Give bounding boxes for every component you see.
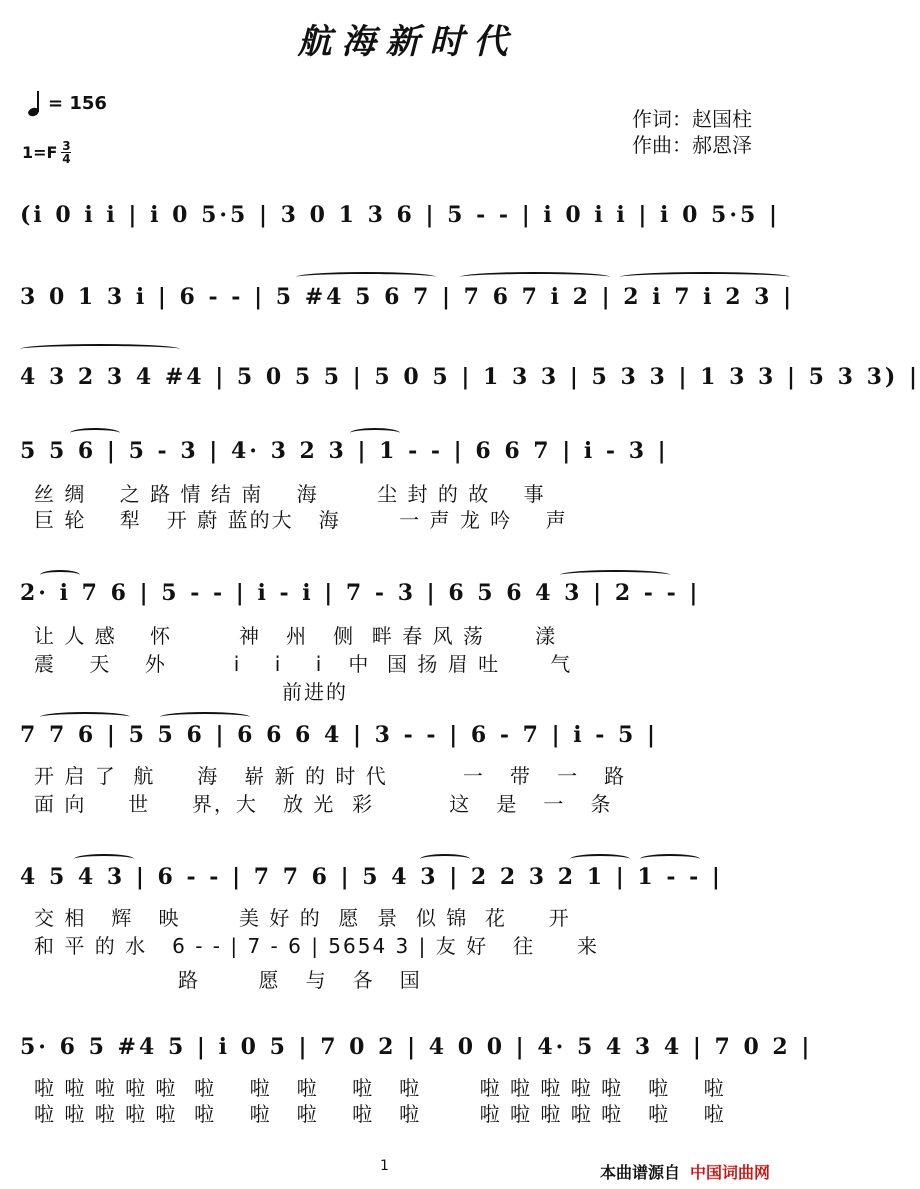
tempo-value: = 156 [48,92,107,114]
lyricist: 作词：赵国柱 [632,107,752,131]
lyrics-v1-row4: 丝 绸 之 路 情 结 南 海 尘 封 的 故 事 [34,482,546,506]
lyrics-v1-row7: 交 相 辉 映 美 好 的 愿 景 似 锦 花 开 [34,906,571,930]
page-title: 航海新时代 [297,22,518,62]
score-row-4 [20,438,795,478]
time-signature-bottom: 4 [62,152,71,166]
lyrics-v1-row5: 让 人 感 怀 神 州 侧 畔 春 风 荡 漾 [34,624,558,648]
lyrics-v2-row7: 和 平 的 水 6 - - | 7 - 6 | 5654 3 | 友 好 往 来 [34,934,599,958]
composer: 作曲：郝恩泽 [632,133,752,157]
lyrics-v3-row7: 路 愿 与 各 国 [178,968,422,992]
slur [420,854,470,864]
slur [620,272,790,282]
score-row-7 [20,864,795,904]
notation-line: 3 0 1 3 i | 6 - - | 5 #4 5 6 7 | 7 6 7 i 2 | 2 i 7 i 2 3 | [20,284,795,310]
key-signature [22,140,71,165]
slur [70,428,120,438]
slur [74,854,134,864]
lyrics-v2-row6: 面 向 世 界，大 放 光 彩 这 是 一 条 [34,792,613,816]
site-brand[interactable]: 中国词曲网 [690,1163,771,1182]
lyrics-v1-row8: 啦 啦 啦 啦 啦 啦 啦 啦 啦 啦 啦 啦 啦 啦 啦 啦 啦 [34,1076,726,1100]
lyrics-v3-row5: 前进的 [282,680,348,704]
slur [160,712,250,722]
key-label: 1=F [22,143,58,162]
notation-line: (i 0 i i | i 0 5·5 | 3 0 1 3 6 | 5 - - | i 0 i i | i 0 5·5 | [20,202,780,228]
score-row-1 [20,202,795,242]
notation-line: 5 5 6 | 5 - 3 | 4· 3 2 3 | 1 - - | 6 6 7 | i - 3 | [20,438,669,464]
time-signature-top: 3 [62,139,71,153]
slur [20,344,180,354]
slur [350,428,400,438]
lyrics-v2-row5: 震 天 外 i i i 中 国 扬 眉 吐 气 [34,652,573,676]
score-row-3 [20,364,920,404]
slur [40,570,80,580]
score-row-6 [20,722,795,762]
lyrics-v1-row6: 开 启 了 航 海 崭 新 的 时 代 一 带 一 路 [34,764,627,788]
notation-line: 2· i 7 6 | 5 - - | i - i | 7 - 3 | 6 5 6 4 3 | 2 - - | [20,580,701,606]
time-signature [61,140,71,165]
source-credit [600,1160,770,1183]
tempo-marking [28,90,107,116]
credits [632,106,752,158]
slur [560,570,670,580]
slur [570,854,630,864]
score-row-5 [20,580,795,620]
slur [40,712,130,722]
lyrics-v2-row8: 啦 啦 啦 啦 啦 啦 啦 啦 啦 啦 啦 啦 啦 啦 啦 啦 啦 [34,1102,726,1126]
lyrics-v2-row4: 巨 轮 犁 开 蔚 蓝的大 海 一 声 龙 吟 声 [34,508,568,532]
source-label: 本曲谱源自 [600,1163,681,1182]
notation-line: 4 3 2 3 4 #4 | 5 0 5 5 | 5 0 5 | 1 3 3 | 5 3 3 | 1 3 3 | 5 3 3) | [20,364,920,390]
slur [460,272,610,282]
score-row-2 [20,284,795,324]
slur [296,272,436,282]
notation-line: 5· 6 5 #4 5 | i 0 5 | 7 0 2 | 4 0 0 | 4· 5 4 3 4 | 7 0 2 | [20,1034,813,1060]
notation-line: 4 5 4 3 | 6 - - | 7 7 6 | 5 4 3 | 2 2 3 2 1 | 1 - - | [20,864,723,890]
page-number: 1 [380,1158,389,1174]
notation-line: 7 7 6 | 5 5 6 | 6 6 6 4 | 3 - - | 6 - 7 | i - 5 | [20,722,659,748]
slur [640,854,700,864]
quarter-note-icon [28,90,44,116]
score-row-8 [20,1034,813,1074]
